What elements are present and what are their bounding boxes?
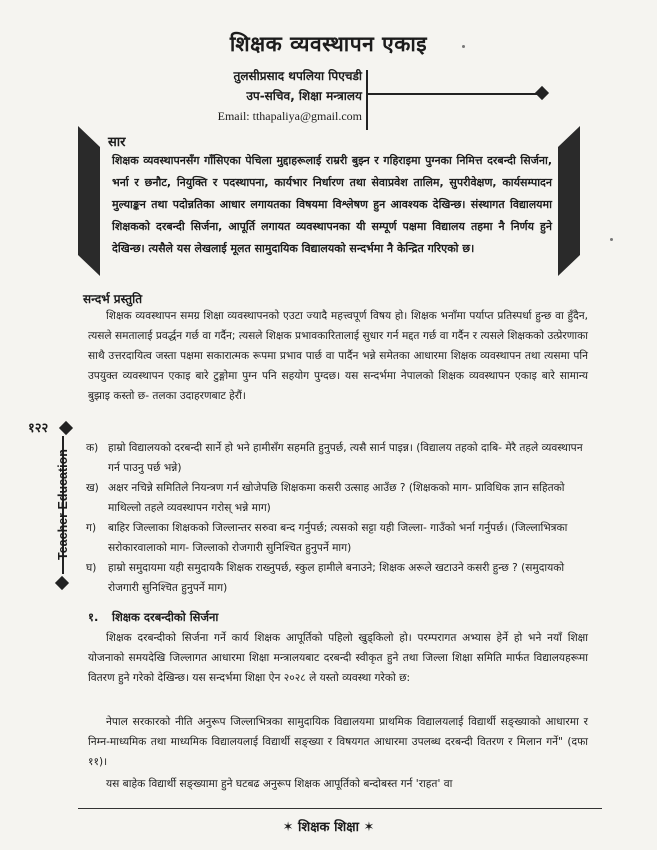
- quote-paragraph: नेपाल सरकारको नीति अनुरूप जिल्लाभित्रका सामुदायिक विद्यालयमा प्राथमिक विद्यालयलाई विद्यार्थी सङ्ख्याको आधारमा र निम्न-माध्यमिक तथा माध्यमिक विद्यालयलाई विद्यार्थी सङ्ख्या र विषयगत आधारमा उपलब्ध दरबन्दी वितरण र मिलान गर्ने" (दफा ११)।: [88, 716, 588, 768]
- list-item: [88, 518, 588, 558]
- diamond-ornament-icon: [55, 576, 69, 590]
- abstract-bracket-right: [558, 126, 580, 276]
- section-title: शिक्षक दरबन्दीको सिर्जना: [112, 610, 219, 624]
- context-paragraph: शिक्षक व्यवस्थापन समग्र शिक्षा व्यवस्थापनको एउटा ज्यादै महत्त्वपूर्ण विषय हो। शिक्षक भनाँमा पर्याप्त प्रतिस्पर्धा हुन्छ वा हुँदैन, त्यसले समतालाई प्रवर्द्धन गर्छ वा गर्दैन; त्यसले शिक्षक प्रभावकारितालाई सुधार गर्न मद्दत गर्छ वा गर्दैन र त्यसले शिक्षकको उत्प्रेरणाका साथै उत्तरदायित्व जस्ता पक्षमा सकारात्मक रूपमा प्रभाव पार्छ वा पार्दैन भन्ने समेतका आधारमा शिक्षक व्यवस्थापन तथा त्यसमा पनि उपयुक्त व्यवस्थापन एकाइ बारे टुङ्गोमा पुग्न पनि सहयोग पुग्दछ। यस सन्दर्भमा नेपालको शिक्षक व्यवस्थापन एकाइ बारे सामान्य बुझाइ कस्तो छ- तलका उदाहरणबाट हेरौं।: [88, 310, 588, 402]
- section-paragraph: शिक्षक दरबन्दीको सिर्जना गर्ने कार्य शिक्षक आपूर्तिको पहिलो खुड्किलो हो। परम्परागत अभ्यास हेर्ने हो भने नयाँ शिक्षा योजनाको समयदेखि जिल्लागत आधारमा शिक्षा मन्त्रालयबाट दरबन्दी स्वीकृत हुने तथा जिल्ला शिक्षा समिति मार्फत विद्यालयहरूमा वितरण हुने गरेको देखिन्छ। यस सन्दर्भमा शिक्षा ऐन २०२८ ले यस्तो व्यवस्था गरेको छ:: [88, 632, 588, 684]
- list-item-label: क): [86, 442, 99, 454]
- article-title: शिक्षक व्यवस्थापन एकाइ: [229, 32, 428, 56]
- author-name: तुलसीप्रसाद थपलिया पिएचडी: [233, 69, 362, 83]
- section-number: १.: [88, 610, 99, 624]
- abstract-box: [78, 126, 580, 276]
- list-item: [88, 558, 588, 598]
- author-block: [200, 66, 362, 126]
- footer-rule: [78, 808, 602, 809]
- section-paragraph-2: यस बाहेक विद्यार्थी सङ्ख्यामा हुने घटबढ अनुरूप शिक्षक आपूर्तिको बन्दोबस्त गर्न 'राहत' वा: [106, 778, 453, 790]
- example-list: [88, 438, 588, 598]
- context-body: [88, 306, 588, 406]
- author-email: Email: tthapaliya@gmail.com: [217, 109, 362, 123]
- journal-name-vertical: Teacher Education: [56, 449, 70, 560]
- list-item: [88, 438, 588, 478]
- context-heading: सन्दर्भ प्रस्तुति: [83, 292, 143, 306]
- section-body: [88, 628, 588, 688]
- author-rule: [368, 93, 540, 95]
- list-item-label: घ): [86, 562, 97, 574]
- list-item-text: बाहिर जिल्लाका शिक्षकको जिल्लान्तर सरुवा बन्द गर्नुपर्छ; त्यसको सट्टा यही जिल्ला- गाउँको भर्ना गर्नुपर्छ। (जिल्लाभित्रका सरोकारवालाको माग- जिल्लाको रोजगारी सुनिश्चित हुनुपर्ने माग): [108, 522, 568, 554]
- page-number: १२२: [28, 421, 49, 436]
- abstract-label: सार: [108, 135, 126, 150]
- list-item-label: ग): [86, 522, 97, 534]
- author-position: उप-सचिव, शिक्षा मन्त्रालय: [246, 89, 362, 103]
- section-quote: [88, 712, 588, 772]
- list-item-text: अक्षर नचिन्ने समितिले नियन्त्रण गर्न खोजेपछि शिक्षकमा कसरी उत्साह आउँछ ? (शिक्षकको माग- प्राविधिक ज्ञान सहितको माथिल्लो तहले व्यवस्थापन गरोस् भन्ने माग): [108, 482, 565, 514]
- section-continuation: [88, 774, 588, 794]
- section-heading: [88, 610, 218, 625]
- list-item-text: हाम्रो विद्यालयको दरबन्दी सार्ने हो भने हामीसँग सहमति हुनुपर्छ, त्यसै सार्न पाइन्न। (विद्यालय तहको दाबि- मेरै तहले व्यवस्थापन गर्न पाउनु पर्छ भन्ने): [108, 442, 583, 474]
- list-item: [88, 478, 588, 518]
- abstract-bracket-left: [78, 126, 100, 276]
- footer-journal: ✶ शिक्षक शिक्षा ✶: [282, 820, 375, 835]
- scan-speck: [462, 45, 465, 48]
- scan-speck: [610, 238, 613, 241]
- author-divider: [366, 70, 368, 130]
- abstract-text: शिक्षक व्यवस्थापनसँग गाँसिएका पेचिला मुद्दाहरूलाई राम्ररी बुझ्न र गहिराइमा पुग्नका निमित्त दरबन्दी सिर्जना, भर्ना र छनौट, नियुक्ति र पदस्थापना, कार्यभार निर्धारण तथा सेवाप्रवेश तालिम, सुपरीवेक्षण, कार्यसम्पादन मुल्याङ्कन तथा पदोन्नतिका आधार लगायतका विषयमा विश्लेषण हुन आवश्यक देखिन्छ। संस्थागत विद्यालयमा शिक्षकको दरबन्दी सिर्जना, आपूर्ति लगायत व्यवस्थापनका यी सम्पूर्ण पक्षमा विद्यालय तहमा नै निर्णय हुने देखिन्छ। त्यसैले यस लेखलाई मूलत सामुदायिक विद्यालयको सन्दर्भमा नै केन्द्रित गरिएको छ।: [112, 154, 552, 255]
- list-item-text: हाम्रो समुदायमा यही समुदायकै शिक्षक राख्नुपर्छ, स्कुल हामीले बनाउने; शिक्षक अरूले खटाउने कसरी हुन्छ ? (समुदायको रोजगारी सुनिश्चित हुनुपर्ने माग): [108, 562, 565, 594]
- diamond-ornament-icon: [535, 86, 549, 100]
- list-item-label: ख): [86, 482, 99, 494]
